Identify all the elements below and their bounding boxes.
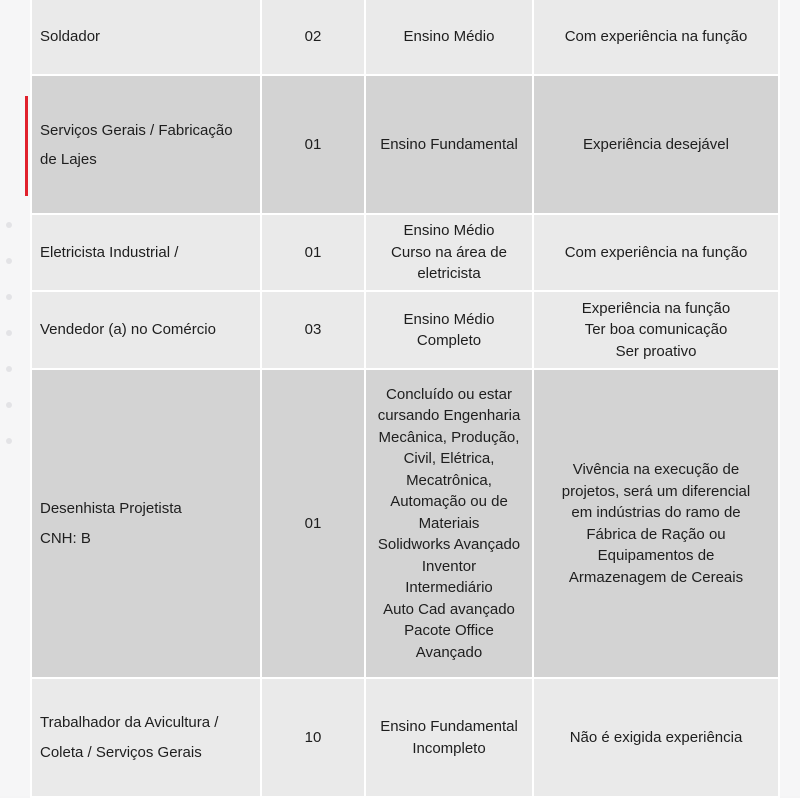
requirements-cell: Experiência desejável — [533, 75, 779, 214]
education-cell: Ensino Fundamental — [365, 75, 533, 214]
requirements-cell: Não é exigida experiência — [533, 678, 779, 797]
job-vacancies-table — [30, 0, 780, 798]
role-cell: Soldador — [31, 0, 261, 75]
requirements-cell: Com experiência na função — [533, 0, 779, 75]
education-cell: Concluído ou estar cursando Engenharia Mecânica, Produção, Civil, Elétrica, Mecatrônica, Automação ou de Materiais Solidworks Avançado Inventor Intermediário Auto Cad avançado Pacote Office Avançado — [365, 369, 533, 678]
vacancies-cell: 01 — [261, 214, 365, 291]
vacancies-cell: 02 — [261, 0, 365, 75]
table-row — [31, 0, 779, 75]
education-cell: Ensino Médio — [365, 0, 533, 75]
requirements-cell: Vivência na execução de projetos, será um diferencial em indústrias do ramo de Fábrica de Ração ou Equipamentos de Armazenagem de Cereais — [533, 369, 779, 678]
table-row — [31, 75, 779, 214]
vacancies-cell: 01 — [261, 75, 365, 214]
role-cell: Vendedor (a) no Comércio — [31, 291, 261, 369]
role-cell: Desenhista Projetista CNH: B — [31, 369, 261, 678]
table-row — [31, 678, 779, 797]
table-row — [31, 214, 779, 291]
education-cell: Ensino Médio Completo — [365, 291, 533, 369]
table-row — [31, 291, 779, 369]
role-cell: Serviços Gerais / Fabricação de Lajes — [31, 75, 261, 214]
education-cell: Ensino Médio Curso na área de eletricista — [365, 214, 533, 291]
vacancies-cell: 10 — [261, 678, 365, 797]
table-row — [31, 369, 779, 678]
accent-bar — [25, 96, 28, 196]
vacancies-cell: 03 — [261, 291, 365, 369]
education-cell: Ensino Fundamental Incompleto — [365, 678, 533, 797]
vacancies-cell: 01 — [261, 369, 365, 678]
requirements-cell: Experiência na função Ter boa comunicação Ser proativo — [533, 291, 779, 369]
role-cell: Trabalhador da Avicultura / Coleta / Serviços Gerais — [31, 678, 261, 797]
role-cell: Eletricista Industrial / — [31, 214, 261, 291]
requirements-cell: Com experiência na função — [533, 214, 779, 291]
